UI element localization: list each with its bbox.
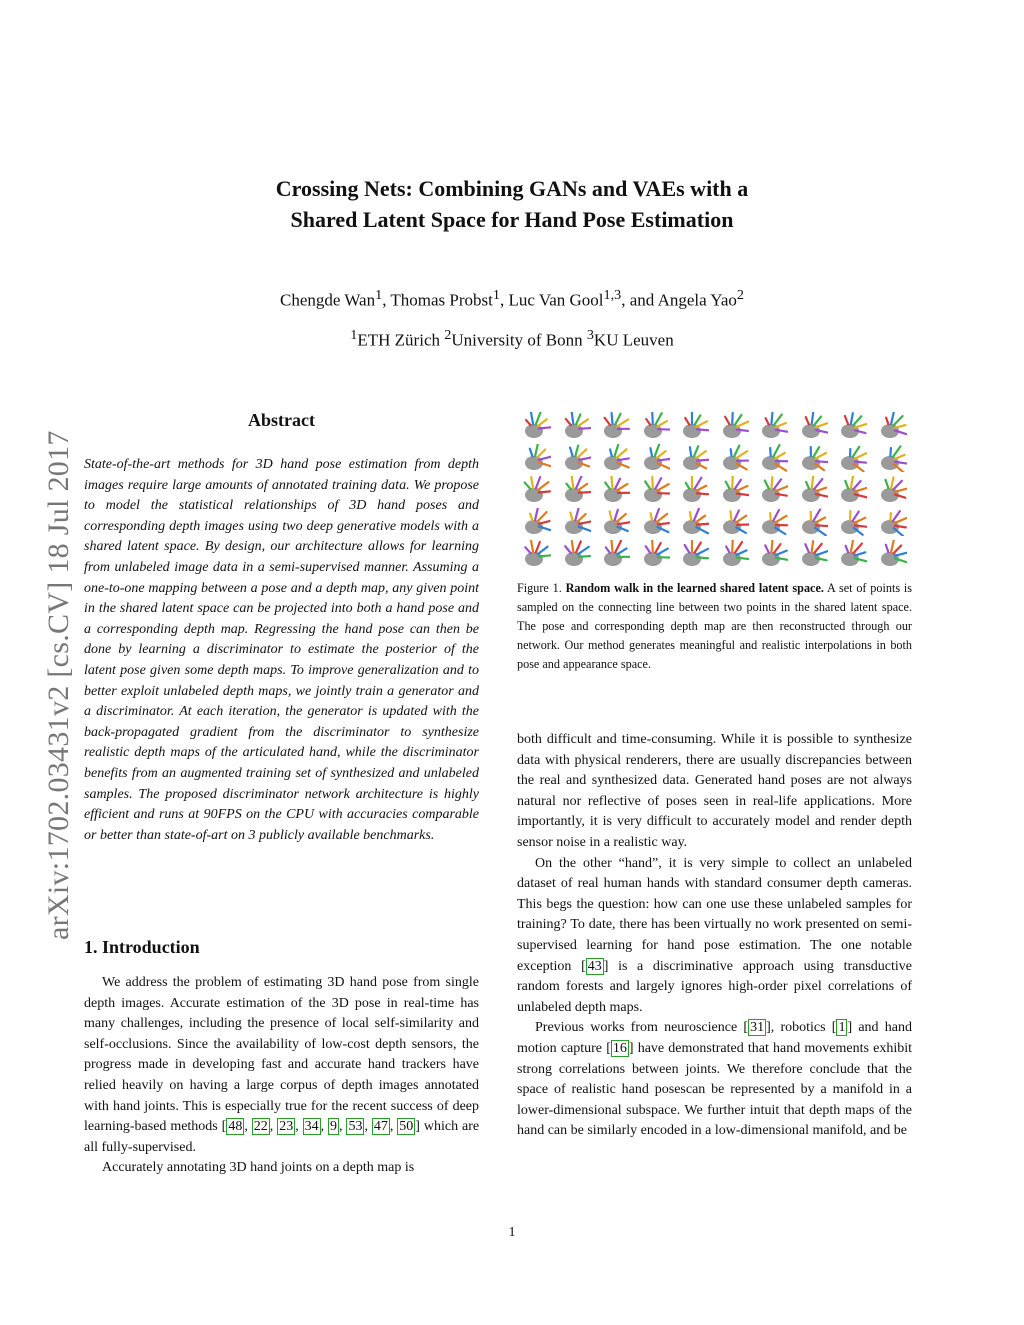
hand-thumbnail — [873, 540, 907, 568]
right-paragraph-1: both difficult and time-consuming. While it is possible to synthesize data with physical renderers, there are usually discrepancies between the real and synthesized data. Generated hand poses are not always natural nor reflective of poses seen in real-life applications. More importantly, it is very difficult to accurately model and render depth sensor noise in a realistic way. — [517, 732, 912, 850]
citation-link[interactable]: 50 — [399, 1119, 414, 1135]
figure-caption — [517, 579, 912, 674]
author-sup: 1 — [375, 287, 383, 303]
abstract-text: State-of-the-art methods for 3D hand pose estimation from depth images require large amounts of annotated training data. We propose to model the statistical relationships of 3D hand poses and corresponding depth images using two deep generative models with a shared latent space. By design, our architecture allows for learning from unlabeled image data in a semi-supervised manner. Assuming a one-to-one mapping between a pose and a depth map, any given point in the shared latent space can be projected into both a hand pose and a corresponding depth map. Regressing the hand pose can then be done by learning a discriminator to estimate the posterior of the latent pose given some depth maps. To improve generalization and to better exploit unlabeled depth maps, we jointly train a generator and a discriminator. At each iteration, the generator is updated with the back-propagated gradient from the discriminator to synthesize realistic depth maps of the articulated hand, while the discriminator benefits from an augmented training set of synthesized and unlabeled samples. The proposed discriminator network architecture is highly efficient and runs at 90FPS on the CPU with accuracies comparable or better than state-of-art on 3 publicly available benchmarks. — [84, 457, 479, 843]
hand-thumbnail — [794, 444, 828, 472]
hand-thumbnail — [833, 476, 867, 504]
hand-thumbnail — [636, 508, 670, 536]
arxiv-identifier: arXiv:1702.03431v2 [cs.CV] 18 Jul 2017 — [42, 430, 75, 940]
hand-thumbnail — [754, 412, 788, 440]
hand-thumbnail — [517, 412, 551, 440]
citation-link[interactable]: 16 — [612, 1040, 627, 1056]
paragraph-text: Previous works from neuroscience — [535, 1020, 744, 1036]
paragraph-text: , robotics — [770, 1020, 832, 1036]
hand-thumbnail — [754, 444, 788, 472]
hand-thumbnail — [715, 508, 749, 536]
hand-thumbnail — [557, 540, 591, 568]
hand-thumbnail — [715, 540, 749, 568]
paragraph-text: We address the problem of estimating 3D hand pose from single depth images. Accurate estimation of the 3D pose in real-time has many challenges, including the presence of local self-similarity and self-occlusions. Since the availability of low-cost depth sensors, the progress made in developing fast and accurate hand trackers have relied heavily on having a large corpus of depth images annotated with hand joints. This is especially true for the recent success of deep learning-based methods — [84, 975, 479, 1135]
citation-link[interactable]: 47 — [373, 1119, 388, 1135]
hand-thumbnail — [557, 476, 591, 504]
author-separator: , — [499, 290, 509, 310]
citation-link[interactable]: 9 — [330, 1119, 338, 1135]
hand-thumbnail — [636, 476, 670, 504]
citation-link[interactable]: 1 — [838, 1020, 846, 1036]
hand-thumbnail — [833, 540, 867, 568]
hand-thumbnail — [754, 508, 788, 536]
citation-link[interactable]: 43 — [587, 958, 602, 974]
hand-thumbnail — [636, 412, 670, 440]
hand-thumbnail — [636, 540, 670, 568]
hand-thumbnail — [557, 508, 591, 536]
hand-thumbnail — [715, 444, 749, 472]
author-sup: 2 — [736, 287, 744, 303]
author-sup: 1,3 — [603, 287, 622, 303]
hand-thumbnail — [873, 444, 907, 472]
hand-thumbnail — [715, 476, 749, 504]
hand-thumbnail — [596, 508, 630, 536]
hand-thumbnail — [873, 508, 907, 536]
affil-sup: 1 — [350, 327, 358, 343]
hand-thumbnail — [873, 476, 907, 504]
page-number: 1 — [508, 1225, 516, 1240]
left-column-text — [84, 973, 479, 1179]
hand-thumbnail — [794, 412, 828, 440]
right-paragraph-2: On the other “hand”, it is very simple to collect an unlabeled dataset of real human hands with standard consumer depth cameras. This begs the question: how can one use these unlabeled samples for training? To date, there has been virtually no work presented on semi-supervised learning for hand pose estimation. The one notable exception [ 43 ] is a discriminative approach using transductive random forests and largely ignores high-order pixel correlations of unlabeled depth maps. — [517, 855, 912, 1015]
citation-link[interactable]: 48 — [228, 1119, 243, 1135]
hand-thumbnail — [675, 508, 709, 536]
paper-title — [0, 173, 1024, 235]
title-line-2: Shared Latent Space for Hand Pose Estimation — [290, 207, 734, 232]
hand-thumbnail — [517, 444, 551, 472]
intro-paragraph-2: Accurately annotating 3D hand joints on a depth map is — [102, 1160, 415, 1176]
hand-thumbnail — [754, 476, 788, 504]
hand-thumbnail — [715, 412, 749, 440]
hand-thumbnail — [794, 476, 828, 504]
hand-thumbnail — [596, 476, 630, 504]
hand-thumbnail — [833, 412, 867, 440]
affil-sup: 3 — [586, 327, 594, 343]
affil-name: KU Leuven — [593, 330, 674, 350]
paragraph-text: is a discriminative approach using transductive random forests and largely ignores high-order pixel correlations of unlabeled depth maps. — [517, 958, 912, 1015]
hand-thumbnail — [517, 540, 551, 568]
hand-thumbnail — [557, 412, 591, 440]
author-name: Luc Van Gool — [508, 290, 604, 310]
affil-sup: 2 — [444, 327, 452, 343]
hand-thumbnail — [873, 412, 907, 440]
hand-thumbnail — [754, 540, 788, 568]
author-separator: , and — [621, 290, 658, 310]
affil-name: University of Bonn — [451, 330, 587, 350]
section-heading: 1. Introduction — [84, 937, 200, 957]
hand-thumbnail — [596, 412, 630, 440]
caption-text: A set of points is sampled on the connecting line between two points in the shared latent space. The pose and corresponding depth map are then reconstructed through our network. Our method generates meaningful and realistic interpolations in both pose and appearance space. — [517, 581, 913, 671]
hand-thumbnail — [675, 412, 709, 440]
hand-thumbnail — [833, 508, 867, 536]
hand-thumbnail — [833, 444, 867, 472]
hand-thumbnail — [675, 444, 709, 472]
citation-group: [ 48 , 22 , 23 , 34 , 9 , 53 , 47 , 50 ] — [221, 1119, 420, 1135]
affil-name: ETH Zürich — [357, 330, 445, 350]
paragraph-text: On the other “hand”, it is very simple to collect an unlabeled dataset of real human hands with standard consumer depth cameras. This begs the question: how can one use these unlabeled samples for training? To date, there has been virtually no work presented on semi-supervised learning for hand pose estimation. The one notable exception — [517, 855, 912, 974]
figure-hand-grid — [517, 410, 912, 570]
right-paragraph-3: Previous works from neuroscience [ 31 ], robotics [ 1 ] and hand motion capture [ 16 ] have demonstrated that hand movements exhibit strong correlations between joints. We therefore conclude that the space of realistic hand posescan be represented by a manifold in a lower-dimensional subspace. We further intuit that depth maps of the hand can be similarly encoded in a low-dimensional manifold, and be — [517, 1020, 912, 1139]
paragraph-text: and hand motion capture — [517, 1020, 912, 1056]
citation-link[interactable]: 23 — [279, 1119, 294, 1135]
hand-thumbnail — [636, 444, 670, 472]
hand-thumbnail — [517, 508, 551, 536]
abstract-heading: Abstract — [248, 410, 315, 430]
caption-title: Random walk in the learned shared latent space. — [565, 581, 824, 595]
hand-thumbnail — [794, 540, 828, 568]
author-separator: , — [382, 290, 391, 310]
intro-paragraph-1 — [84, 973, 479, 1158]
affiliations — [0, 327, 1024, 351]
citation-link[interactable]: 22 — [253, 1119, 268, 1135]
citation-link[interactable]: 31 — [750, 1020, 765, 1036]
paragraph-text: which are all fully-supervised. — [84, 1119, 480, 1155]
hand-thumbnail — [596, 444, 630, 472]
author-sup: 1 — [492, 287, 500, 303]
right-column-text — [517, 730, 912, 1142]
citation-link[interactable]: 53 — [348, 1119, 363, 1135]
hand-thumbnail — [557, 444, 591, 472]
hand-thumbnail — [794, 508, 828, 536]
paragraph-text: have demonstrated that hand movements exhibit strong correlations between joints. We therefore conclude that the space of realistic hand posescan be represented by a manifold in a lower-dimensional subspace. We further intuit that depth maps of the hand can be similarly encoded in a low-dimensional manifold, and be — [517, 1040, 912, 1139]
author-list — [0, 287, 1024, 311]
hand-thumbnail — [596, 540, 630, 568]
author-name: Thomas Probst — [390, 290, 493, 310]
hand-thumbnail — [675, 476, 709, 504]
author-name: Angela Yao — [657, 290, 737, 310]
citation-link[interactable]: 34 — [304, 1119, 319, 1135]
hand-thumbnail — [675, 540, 709, 568]
caption-label: Figure 1. — [517, 581, 566, 595]
hand-thumbnail — [517, 476, 551, 504]
author-name: Chengde Wan — [280, 290, 376, 310]
title-line-1: Crossing Nets: Combining GANs and VAEs with a — [275, 176, 749, 201]
